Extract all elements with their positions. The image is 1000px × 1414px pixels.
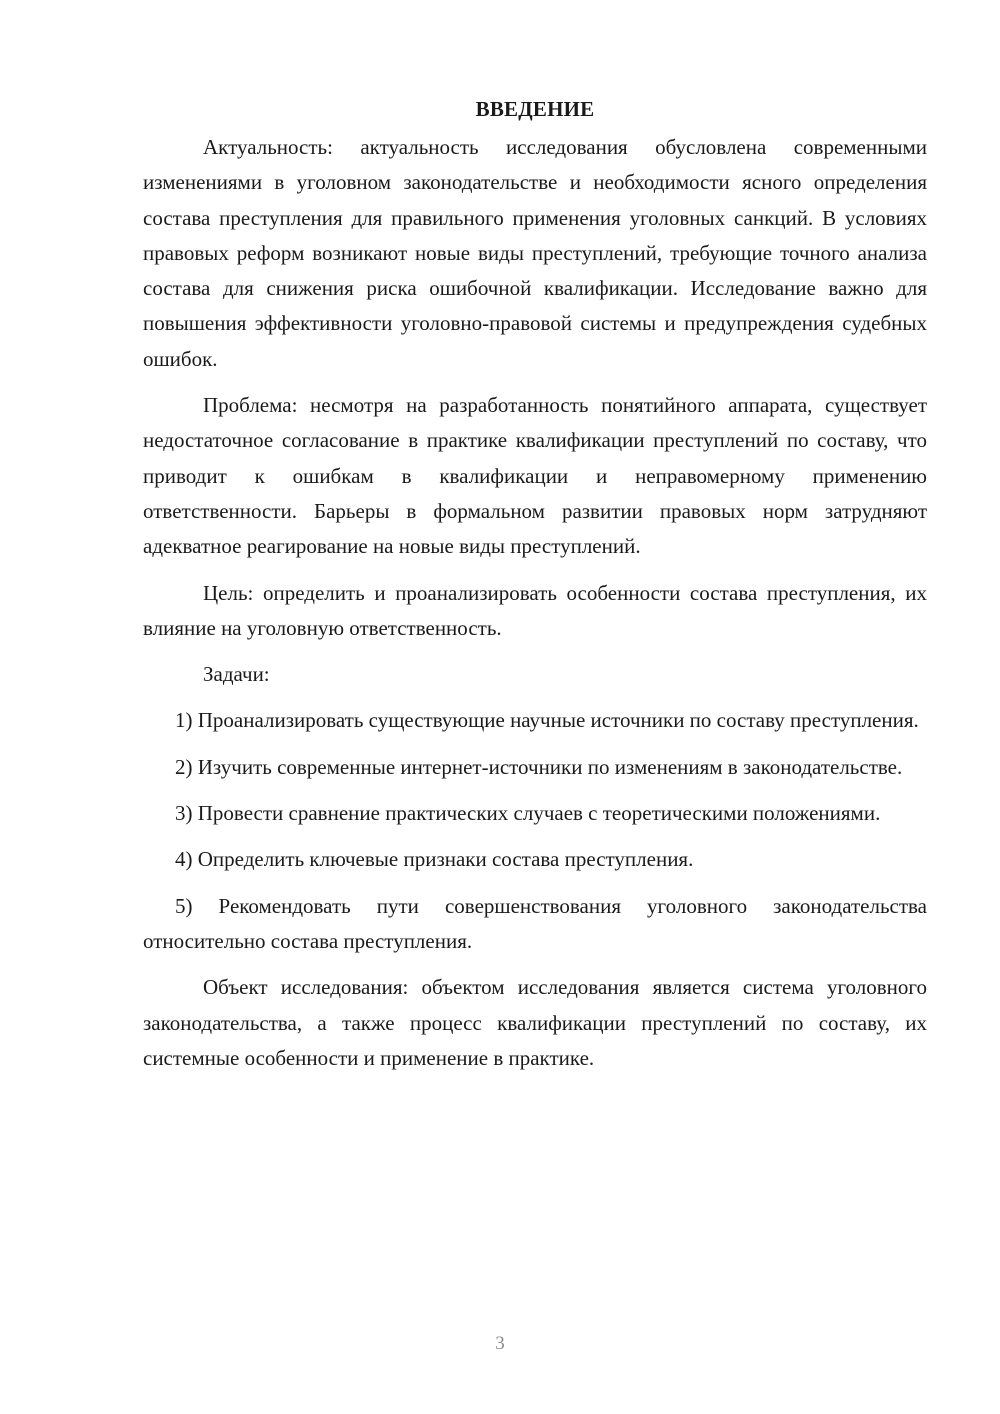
paragraph-object: Объект исследования: объектом исследования является система уголовного законодательства, а также процесс квалификации преступлений по составу, их системные особенности и применение в практике. — [143, 975, 927, 1070]
document-page — [143, 92, 927, 1076]
task-item: 2) Изучить современные интернет-источники по изменениям в законодательстве. — [175, 754, 903, 779]
task-item: 4) Определить ключевые признаки состава преступления. — [175, 847, 694, 872]
paragraph-problem: Проблема: несмотря на разработанность понятийного аппарата, существует недостаточное согласование в практике квалификации преступлений по составу, что приводит к ошибкам в квалификации и неправомерному применению ответственности. Барьеры в формальном развитии правовых норм затрудняют адекватное реагирование на новые виды преступлений. — [143, 393, 927, 559]
tasks-heading: Задачи: — [203, 662, 270, 687]
paragraph-goal: Цель: определить и проанализировать особенности состава преступления, их влияние на уголовную ответственность. — [143, 580, 927, 640]
task-item: 1) Проанализировать существующие научные источники по составу преступления. — [175, 708, 919, 733]
task-item: 3) Провести сравнение практических случаев с теоретическими положениями. — [175, 801, 881, 826]
paragraph-relevance: Актуальность: актуальность исследования обусловлена современными изменениями в уголовном законодательстве и необходимости ясного определения состава преступления для правильного применения уголовных санкций. В условиях правовых реформ возникают новые виды преступлений, требующие точного анализа состава для снижения риска ошибочной квалификации. Исследование важно для повышения эффективности уголовно-правовой системы и предупреждения судебных ошибок. — [143, 135, 927, 371]
page-number: 3 — [495, 1333, 505, 1354]
document-title: ВВЕДЕНИЕ — [475, 97, 595, 121]
task-item: 5) Рекомендовать пути совершенствования уголовного законодательства относительно состава преступления. — [143, 893, 927, 953]
tasks-list — [143, 703, 927, 959]
